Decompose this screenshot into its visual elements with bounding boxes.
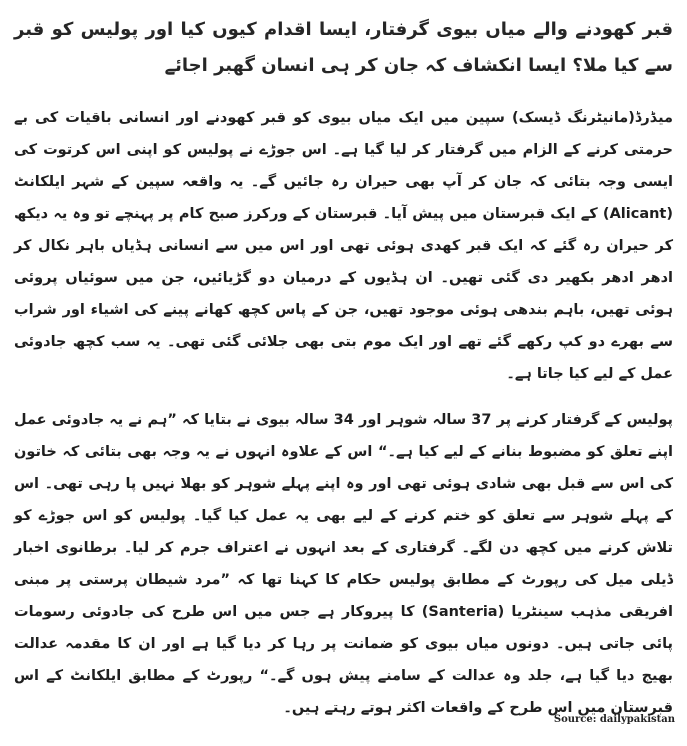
source-credit: Source: dailypakistan bbox=[553, 714, 675, 725]
article-paragraph-1: میڈرڈ(مانیٹرنگ ڈیسک) سپین میں ایک میاں بیوی کو قبر کھودنے اور انسانی باقیات کی بے حرمتی کرنے کے الزام میں گرفتار کر لیا گیا ہے۔ اس جوڑے نے پولیس کو اپنی اس کرتوت کی ایسی وجہ بتائی کہ جان کر آپ بھی حیران رہ جائیں گے۔ یہ واقعہ سپین کے شہر ایلکانٹ (Alicant) کے ایک قبرستان میں پیش آیا۔ قبرستان کے ورکرز صبح کام پر پہنچے تو وہ یہ دیکھ کر حیران رہ گئے کہ ایک قبر کھدی ہوئی تھی اور اس میں سے انسانی ہڈیاں باہر نکال کر ادھر ادھر بکھیر دی گئی تھیں۔ ان ہڈیوں کے درمیان دو گڑیائیں، جن میں سوئیاں پروئی ہوئی تھیں، باہم بندھی ہوئی موجود تھیں، جن کے پاس کچھ کھانے پینے کی اشیاء اور شراب سے بھرے دو کپ رکھے گئے تھے اور ایک موم بتی بھی جلائی گئی تھی۔ یہ سب کچھ جادوئی عمل کے لیے کیا جاتا ہے۔ bbox=[14, 110, 673, 382]
article-paragraph-2: پولیس کے گرفتار کرنے پر 37 سالہ شوہر اور 34 سالہ بیوی نے بتایا کہ ”ہم نے یہ جادوئی عمل اپنے تعلق کو مضبوط بنانے کے لیے کیا ہے۔“ اس کے علاوہ انہوں نے یہ وجہ بھی بتائی کہ خاتون کی اس سے قبل بھی شادی ہوئی تھی اور وہ اپنے پہلے شوہر کو بھلا نہیں پا رہی تھی۔ اس کے پہلے شوہر سے تعلق کو ختم کرنے کے لیے بھی یہ عمل کیا گیا۔ پولیس کو اس جوڑے کو تلاش کرنے میں کچھ دن لگے۔ گرفتاری کے بعد انہوں نے اعتراف جرم کر لیا۔ برطانوی اخبار ڈیلی میل کی رپورٹ کے مطابق پولیس حکام کا کہنا تھا کہ ”مرد شیطان پرستی پر مبنی افریقی مذہب سینٹریا (Santeria) کا پیروکار ہے جس میں اس طرح کی جادوئی رسومات پائی جاتی ہیں۔ دونوں میاں بیوی کو ضمانت پر رہا کر دیا گیا ہے اور ان کا مقدمہ عدالت بھیج دیا گیا ہے، جلد وہ عدالت کے سامنے پیش ہوں گے۔“ رپورٹ کے مطابق ایلکانٹ کے اس قبرستان میں اس طرح کے واقعات اکثر ہوتے رہتے ہیں۔ bbox=[14, 412, 673, 716]
article-headline: قبر کھودنے والے میاں بیوی گرفتار، ایسا اقدام کیوں کیا اور پولیس کو قبر سے کیا ملا؟ ایسا انکشاف کہ جان کر ہی انسان گھبر اجائے bbox=[14, 19, 673, 76]
article bbox=[14, 12, 673, 738]
